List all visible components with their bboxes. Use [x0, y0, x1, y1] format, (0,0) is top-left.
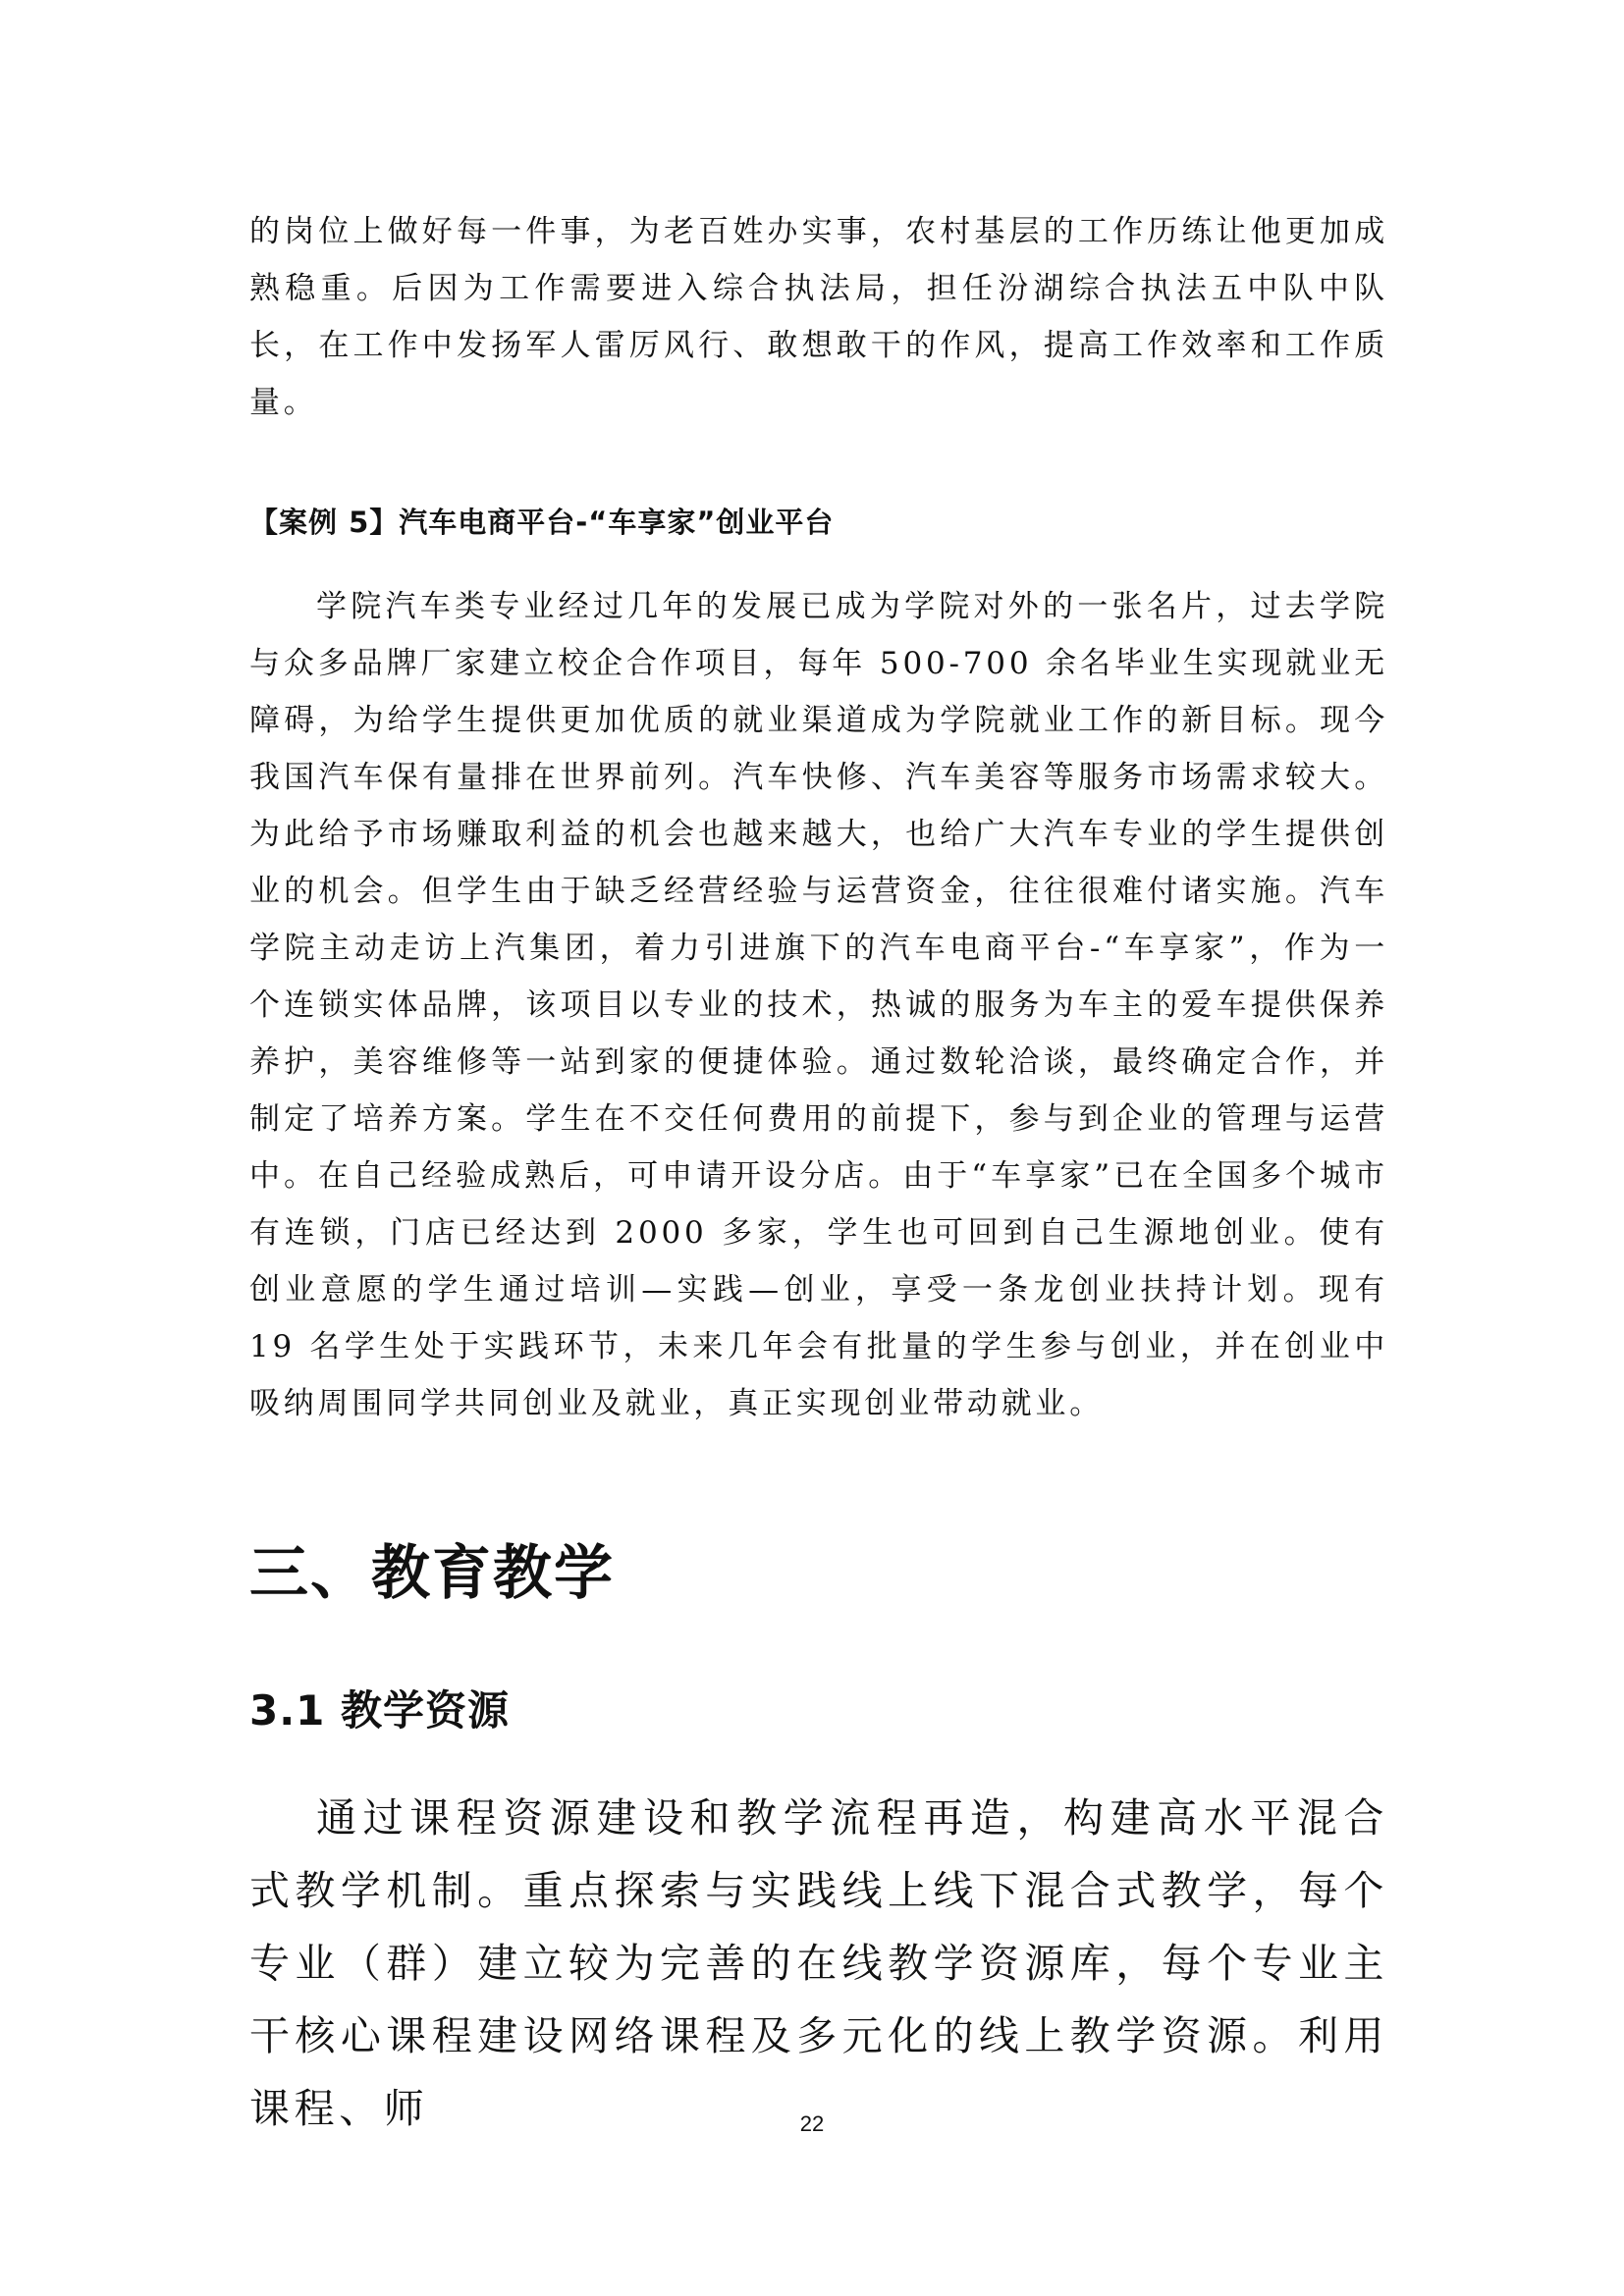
- case-paragraph: 学院汽车类专业经过几年的发展已成为学院对外的一张名片，过去学院与众多品牌厂家建立校企合作项目，每年 500-700 余名毕业生实现就业无障碍，为给学生提供更加优质的就业渠道成为学院就业工作的新目标。现今我国汽车保有量排在世界前列。汽车快修、汽车美容等服务市场需求较大。为此给予市场赚取利益的机会也越来越大，也给广大汽车专业的学生提供创业的机会。但学生由于缺乏经营经验与运营资金，往往很难付诸实施。汽车学院主动走访上汽集团，着力引进旗下的汽车电商平台-“车享家”，作为一个连锁实体品牌，该项目以专业的技术，热诚的服务为车主的爱车提供保养养护，美容维修等一站到家的便捷体验。通过数轮洽谈，最终确定合作，并制定了培养方案。学生在不交任何费用的前提下，参与到企业的管理与运营中。在自己经验成熟后，可申请开设分店。由于“车享家”已在全国多个城市有连锁，门店已经达到 2000 多家，学生也可回到自己生源地创业。使有创业意愿的学生通过培训—实践—创业，享受一条龙创业扶持计划。现有 19 名学生处于实践环节，未来几年会有批量的学生参与创业，并在创业中吸纳周围同学共同创业及就业，真正实现创业带动就业。: [249, 589, 1388, 1421]
- case-title: 【案例 5】汽车电商平台-“车享家”创业平台: [249, 506, 835, 539]
- subsection-heading: 3.1 教学资源: [249, 1686, 511, 1735]
- section-heading-block: [249, 1534, 1388, 1613]
- subsection-paragraph: 通过课程资源建设和教学流程再造，构建高水平混合式教学机制。重点探索与实践线上线下混合式教学，每个专业（群）建立较为完善的在线教学资源库，每个专业主干核心课程建设网络课程及多元化的线上教学资源。利用课程、师: [249, 1794, 1388, 2132]
- case-paragraph-block: [249, 578, 1388, 1432]
- case-title-block: [249, 503, 1388, 542]
- subsection-heading-block: [249, 1683, 1388, 1738]
- subsection-paragraph-block: [249, 1782, 1388, 2145]
- page-number: 22: [799, 2111, 825, 2136]
- continuation-paragraph: 的岗位上做好每一件事，为老百姓办实事，农村基层的工作历练让他更加成熟稳重。后因为工作需要进入综合执法局，担任汾湖综合执法五中队中队长，在工作中发扬军人雷厉风行、敢想敢干的作风，提高工作效率和工作质量。: [249, 214, 1388, 420]
- continuation-paragraph-block: [249, 203, 1388, 431]
- section-heading: 三、教育教学: [249, 1539, 615, 1608]
